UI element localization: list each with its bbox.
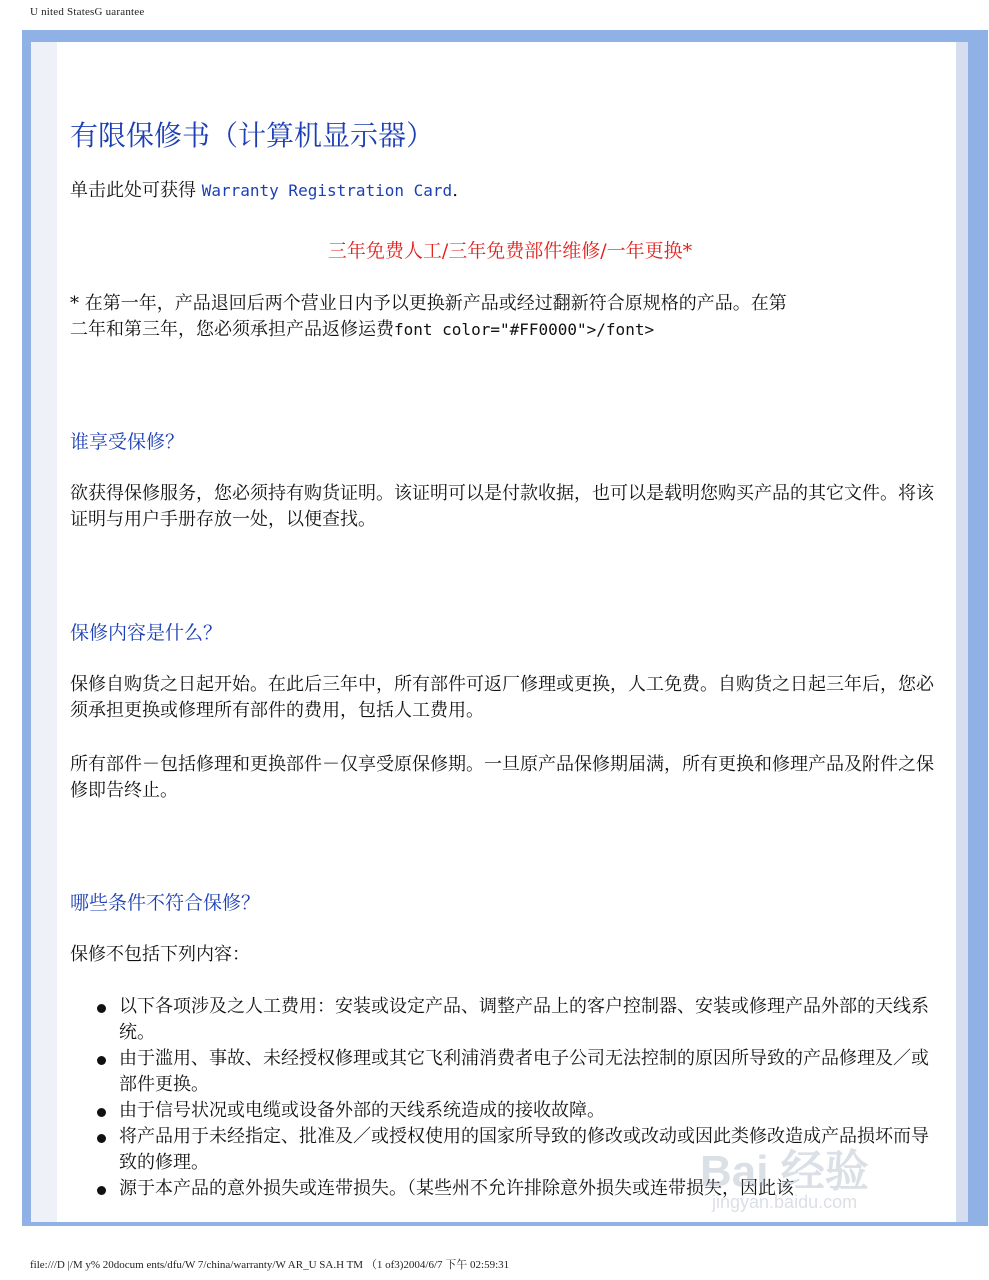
bullet-icon	[97, 1056, 106, 1065]
footnote-paragraph	[70, 291, 942, 343]
document-page	[57, 42, 956, 1222]
bullet-icon	[97, 1134, 106, 1143]
footnote-line-1: * 在第一年，产品退回后两个营业日内予以更换新产品或经过翻新符合原规格的产品。在第	[70, 293, 787, 314]
footnote-line-2: 二年和第三年，您必须承担产品返修运费	[70, 319, 394, 340]
exclusion-text: 由于信号状况或电缆或设备外部的天线系统造成的接收故障。	[119, 1100, 605, 1121]
watermark-logo: Bai 经验	[700, 1147, 869, 1196]
registration-suffix: .	[452, 180, 458, 201]
section-what-paragraph-1: 保修自购货之日起开始。在此后三年中，所有部件可返厂修理或更换，人工免费。自购货之日起三年后，您必须承担更换或修理所有部件的费用，包括人工费用。	[70, 674, 934, 721]
exclusion-text: 源于本产品的意外损失或连带损失。（某些州不允许排除意外损失或连带损失，因此该	[119, 1178, 794, 1199]
frame-left-margin	[31, 42, 57, 1222]
exclusion-text: 将产品用于未经指定、批准及／或授权使用的国家所导致的修改或改动或因此类修改造成产品损坏而导致的修理。	[119, 1126, 929, 1173]
footnote-code: font color="#FF0000">/font>	[394, 320, 655, 339]
print-footer: file:///D |/M y% 20docum ents/dfu/W 7/china/warranty/W AR_U SA.H TM （1 of3)2004/6/7 下午 02:59:31	[30, 1259, 510, 1271]
list-item	[97, 1046, 937, 1098]
bullet-icon	[97, 1186, 106, 1195]
print-header: U nited StatesG uarantee	[30, 6, 145, 18]
list-item	[97, 1098, 937, 1124]
bullet-icon	[97, 1108, 106, 1117]
list-item	[97, 994, 937, 1046]
page-title: 有限保修书（计算机显示器）	[70, 119, 435, 152]
bullet-icon	[97, 1004, 106, 1013]
section-heading-who: 谁享受保修？	[70, 431, 185, 453]
section-who-paragraph: 欲获得保修服务，您必须持有购货证明。该证明可以是付款收据，也可以是载明您购买产品的其它文件。将该证明与用户手册存放一处，以便查找。	[70, 483, 934, 530]
exclusion-text: 由于滥用、事故、未经授权修理或其它飞利浦消费者电子公司无法控制的原因所导致的产品修理及／或部件更换。	[119, 1048, 929, 1095]
coverage-highlight: 三年免费人工/三年免费部件维修/一年更换*	[327, 240, 693, 262]
section-exclusions-intro: 保修不包括下列内容：	[70, 944, 250, 965]
frame-right-strip	[956, 42, 968, 1222]
warranty-registration-link[interactable]: Warranty Registration Card	[201, 181, 453, 200]
section-what-paragraph-2: 所有部件－包括修理和更换部件－仅享受原保修期。一旦原产品保修期届满，所有更换和修理产品及附件之保修即告终止。	[70, 754, 934, 801]
registration-line	[70, 178, 942, 204]
registration-prefix: 单击此处可获得	[70, 180, 202, 201]
section-heading-what: 保修内容是什么？	[70, 622, 223, 644]
exclusion-text: 以下各项涉及之人工费用：安装或设定产品、调整产品上的客户控制器、安装或修理产品外部的天线系统。	[119, 996, 929, 1043]
baidu-watermark	[690, 1130, 950, 1220]
section-heading-exclusions: 哪些条件不符合保修？	[70, 892, 261, 914]
watermark-url: jingyan.baidu.com	[712, 1192, 858, 1212]
